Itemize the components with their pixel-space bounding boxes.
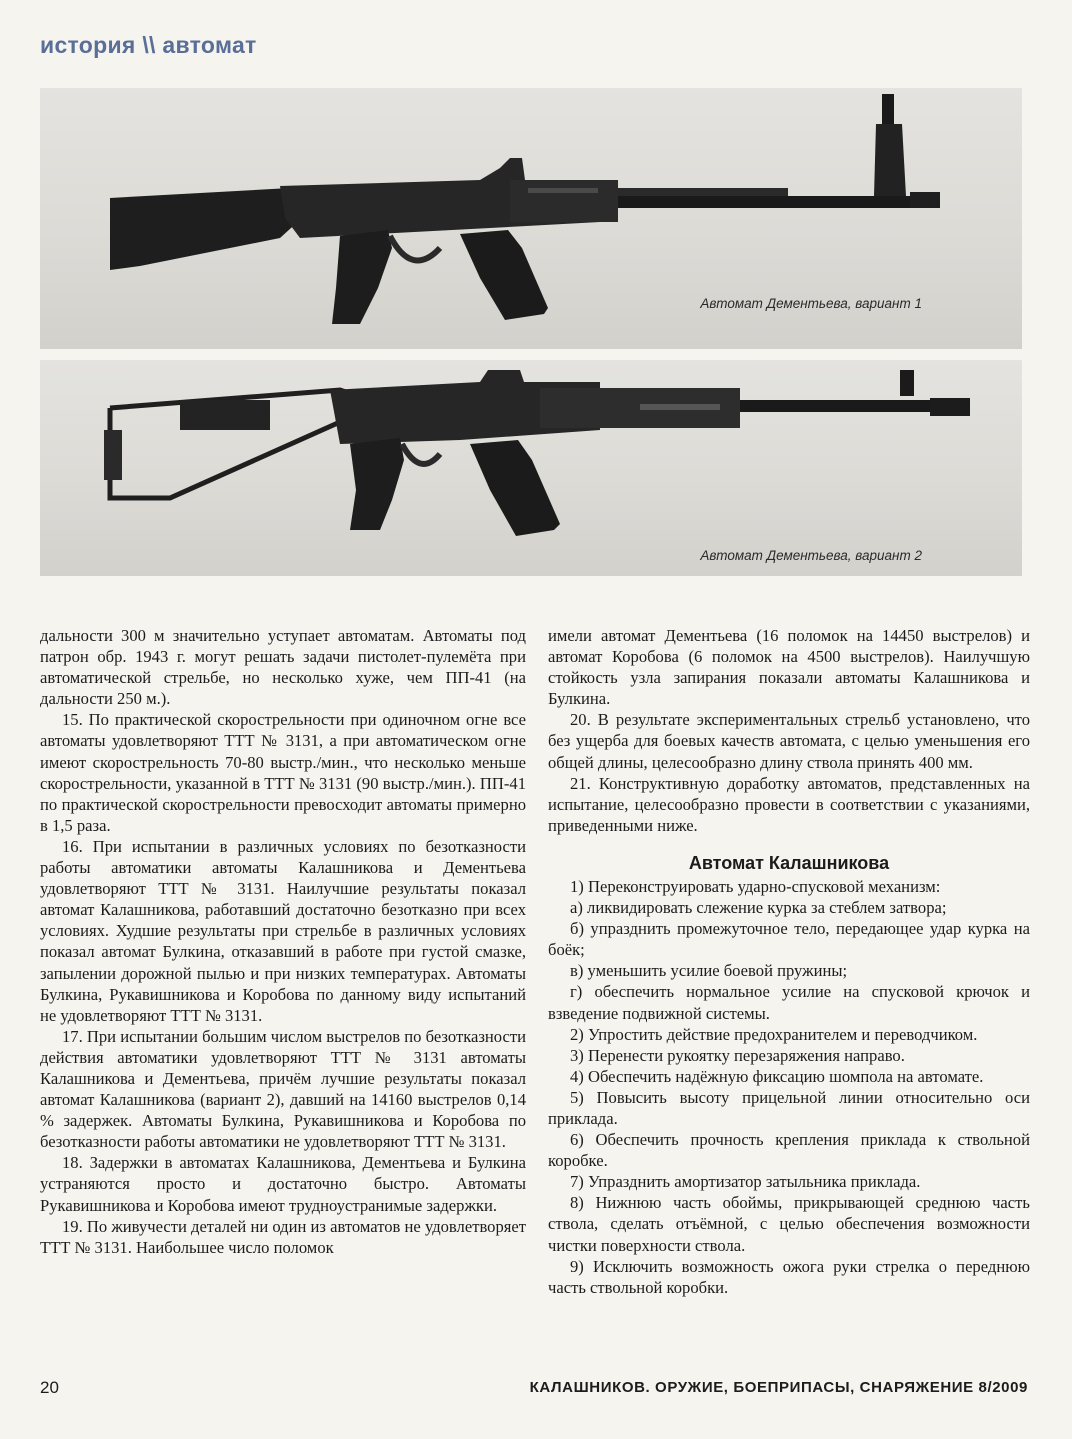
section-header: история \\ автомат [40, 32, 257, 58]
list-item: а) ликвидировать слежение курка за стеблем затвора; [570, 898, 947, 918]
paragraph: 18. Задержки в автоматах Калашникова, Дементьева и Булкина устраняются просто и достаточно быстро. Автоматы Рукавишникова и Коробова имеют трудноустранимые задержки. [40, 1153, 526, 1215]
photo-dementyev-variant-2 [40, 360, 1022, 576]
magazine-title: КАЛАШНИКОВ. ОРУЖИЕ, БОЕПРИПАСЫ, СНАРЯЖЕНИЕ 8/2009 [529, 1379, 1028, 1396]
paragraph: 16. При испытании в различных условиях по безотказности работы автоматики автоматы Калашникова и Дементьева удовлетворяют ТТТ № 3131. Наилучшие результаты показал автомат Калашникова, работавший достаточно безотказно при всех условиях. Худшие результаты при стрельбе в различных условиях показал автомат Булкина, отказавший в работе при густой смазке, запылении дорожной пылью и при низких температурах. Автоматы Булкина, Рукавишникова и Коробова по данному виду испытаний не удовлетворяют ТТТ № 3131. [40, 836, 526, 1025]
list-item: в) уменьшить усилие боевой пружины; [570, 961, 848, 981]
paragraph: имели автомат Дементьева (16 поломок на 14450 выстрелов) и автомат Коробова (6 поломок на 4500 выстрелов). Наилучшую стойкость узла запирания показали автоматы Калашникова и Булкина. [548, 626, 1030, 709]
photo-dementyev-variant-1 [40, 88, 1022, 349]
list-item: 1) Переконструировать ударно-спусковой механизм: [570, 876, 941, 896]
left-column [40, 625, 526, 1258]
list-item: г) обеспечить нормальное усилие на спусковой крючок и взведение подвижной системы. [548, 982, 1030, 1023]
page-number: 20 [40, 1378, 59, 1397]
list-item: б) упразднить промежуточное тело, передающее удар курка на боёк; [548, 919, 1030, 960]
photo-caption-2: Автомат Дементьева, вариант 2 [700, 548, 922, 563]
paragraph: 15. По практической скорострельности при одиночном огне все автоматы удовлетворяют ТТТ № 3131, а при автоматическом огне имеют скорострельность 70-80 выстр./мин., что несколько меньше скорострельности, указанной в ТТТ № 3131 (90 выстр./мин.). ПП-41 по практической скорострельности превосходит автоматы примерно в 1,5 раза. [40, 710, 526, 835]
list-item: 3) Перенести рукоятку перезаряжения направо. [570, 1045, 905, 1065]
list-item: 5) Повысить высоту прицельной линии относительно оси приклада. [548, 1087, 1030, 1128]
list-item: 7) Упразднить амортизатор затыльника приклада. [570, 1172, 921, 1192]
rifle-illustration-2 [40, 360, 1022, 576]
photo-caption-1: Автомат Дементьева, вариант 1 [700, 296, 922, 311]
list-item: 6) Обеспечить прочность крепления приклада к ствольной коробке. [548, 1130, 1030, 1171]
paragraph: 19. По живучести деталей ни один из автоматов не удовлетворяет ТТТ № 3131. Наибольшее число поломок [40, 1216, 527, 1257]
list-item: 2) Упростить действие предохранителем и переводчиком. [570, 1024, 978, 1044]
right-column [548, 625, 1030, 1298]
list-item: 8) Нижнюю часть обоймы, прикрывающей среднюю часть ствола, сделать отъёмной, с целью обеспечения возможности чистки поверхности ствола. [548, 1193, 1030, 1255]
paragraph: 17. При испытании большим числом выстрелов по безотказности действия автоматики удовлетворяют ТТТ № 3131 автоматы Калашникова и Дементьева, причём лучшие результаты показал автомат Калашникова (вариант 2), давший на 14160 выстрелов 0,14 % задержек. Автоматы Булкина, Рукавишникова и Коробова по безотказности работы автоматики не удовлетворяют ТТТ № 3131. [40, 1026, 527, 1152]
paragraph: дальности 300 м значительно уступает автоматам. Автоматы под патрон обр. 1943 г. могут решать задачи пистолет-пулемёта при автоматической стрельбе, но несколько хуже, чем ПП-41 (на дальности 250 м.). [40, 626, 526, 709]
subheading-kalashnikov: Автомат Калашникова [688, 852, 890, 873]
paragraph: 21. Конструктивную доработку автоматов, представленных на испытание, целесообразно провести в соответствии с указаниями, приведенными ниже. [548, 773, 1030, 835]
list-item: 4) Обеспечить надёжную фиксацию шомпола на автомате. [570, 1066, 984, 1086]
list-item: 9) Исключить возможность ожога руки стрелка о переднюю часть ствольной коробки. [548, 1256, 1030, 1297]
paragraph: 20. В результате экспериментальных стрельб установлено, что без ущерба для боевых качеств автомата, с целью уменьшения его общей длины, целесообразно длину ствола принять 400 мм. [548, 710, 1030, 772]
